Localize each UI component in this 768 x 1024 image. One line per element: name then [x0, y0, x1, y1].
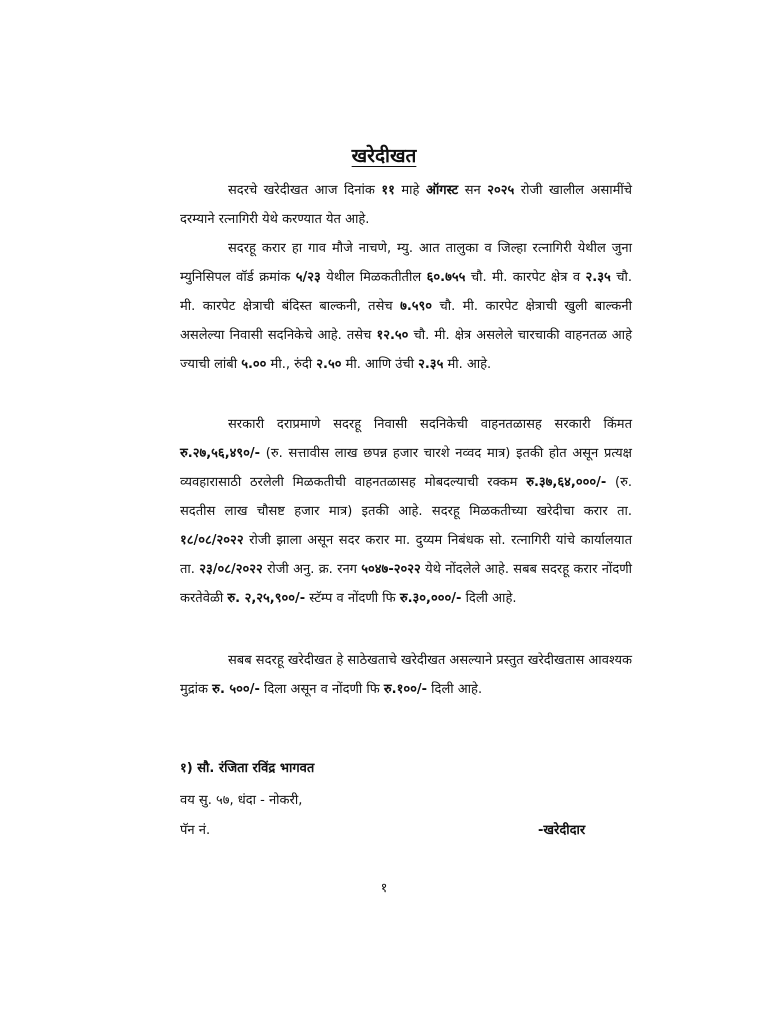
bold-value: ७.५९० [400, 299, 433, 314]
text-run: दिली आहे. [427, 682, 483, 697]
document-title: खरेदीखत [351, 145, 417, 167]
page-number: १ [380, 881, 388, 896]
bold-value: ११ [381, 183, 395, 198]
text-run: येथे नोंदलेले आहे. सबब सदरहू करार नोंदणी करतेवेळी [180, 562, 632, 606]
text-run: सन [458, 183, 488, 198]
bold-value: रु.३७,६४,०००/- [526, 475, 607, 490]
bold-value: ५.०० [241, 357, 267, 372]
bold-value: २.३५ [585, 270, 611, 285]
text-run: सदरहू करार हा गाव मौजे नाचणे, म्यु. आत तालुका व जिल्हा रत्नागिरी येथील जुना म्युनिसिपल वॉर्ड क्रमांक [180, 241, 632, 285]
bold-value: रु.३०,०००/- [399, 591, 462, 606]
bold-value: ५/२३ [295, 270, 321, 285]
text-run: सबब सदरहू खरेदीखत हे साठेखताचे खरेदीखत असल्याने प्रस्तुत खरेदीखतास आवश्यक मुद्रांक [180, 653, 632, 697]
text-run: रोजी खालील असामींचे दरम्याने रत्नागिरी येथे करण्यात येत आहे. [180, 183, 632, 227]
bold-value: १२.५० [376, 328, 409, 343]
bold-value: रु. २,२५,९००/- [227, 591, 306, 606]
paragraph-date-place [180, 176, 632, 234]
bold-value: २.५० [316, 357, 342, 372]
text-run: दिली आहे. [461, 591, 517, 606]
text-run: मी., रुंदी [266, 357, 317, 372]
bold-value: १८/०८/२०२२ [180, 533, 244, 548]
text-run: माहे [394, 183, 426, 198]
text-run: रोजी अनु. क्र. रनग [262, 562, 362, 577]
text-run: मी. आहे. [443, 357, 492, 372]
purchaser-pan: पॅन नं. [180, 823, 211, 838]
text-run: (रु. सत्तावीस लाख छपन्न हजार चारशे नव्वद मात्र) इतकी होत असून प्रत्यक्ष व्यवहारासाठी ठरलेली मिळकतीची वाहनतळासह मोबदल्याची रक्कम [180, 446, 632, 490]
text-run: मी. आणि उंची [341, 357, 419, 372]
text-run: चौ. मी. कारपेट क्षेत्राची खुली बाल्कनी असलेल्या निवासी सदनिकेचे आहे. तसेच [180, 299, 632, 343]
text-run: रोजी झाला असून सदर करार मा. दुय्यम निबंधक सो. रत्नागिरी यांचे कार्यालयात ता. [180, 533, 632, 577]
bold-value: ६०.७५५ [426, 270, 466, 285]
bold-value: २०२५ [487, 183, 515, 198]
purchaser-role: -खरेदीदार [538, 823, 586, 838]
text-run: येथील मिळकतीतील [320, 270, 427, 285]
paragraph-property-description [180, 234, 632, 379]
bold-value: रु. ५००/- [212, 682, 260, 697]
text-run: चौ. मी. कारपेट क्षेत्राची बंदिस्त बाल्कनी, तसेच [180, 270, 632, 314]
text-run: (रु. सदतीस लाख चौसष्ट हजार मात्र) इतकी आहे. सदरहू मिळकतीच्या खरेदीचा करार ता. [180, 475, 632, 519]
purchaser-age-occupation: वय सु. ५७, धंदा - नोकरी, [180, 793, 303, 808]
text-run: सरकारी दराप्रमाणे सदरहू निवासी सदनिकेची वाहनतळासह सरकारी किंमत [228, 417, 632, 432]
text-run: दिला असून व नोंदणी फि [259, 682, 384, 697]
bold-value: रु.१००/- [383, 682, 428, 697]
text-run: सदरचे खरेदीखत आज दिनांक [228, 183, 382, 198]
paragraph-stamp-duty [180, 646, 632, 704]
text-run: चौ. मी. क्षेत्र असलेले चारचाकी वाहनतळ आहे ज्याची लांबी [180, 328, 632, 372]
text-run: चौ. मी. कारपेट क्षेत्र व [465, 270, 586, 285]
bold-value: २३/०८/२०२२ [199, 562, 263, 577]
paragraph-valuation [180, 410, 632, 613]
bold-value: २.३५ [418, 357, 444, 372]
bold-value: ५०४७-२०२२ [361, 562, 421, 577]
bold-value: रु.२७,५६,४९०/- [180, 446, 261, 461]
purchaser-name: १) सौ. रंजिता रविंद्र भागवत [180, 761, 315, 776]
bold-value: ऑगस्ट [425, 183, 459, 198]
text-run: स्टॅम्प व नोंदणी फि [305, 591, 400, 606]
